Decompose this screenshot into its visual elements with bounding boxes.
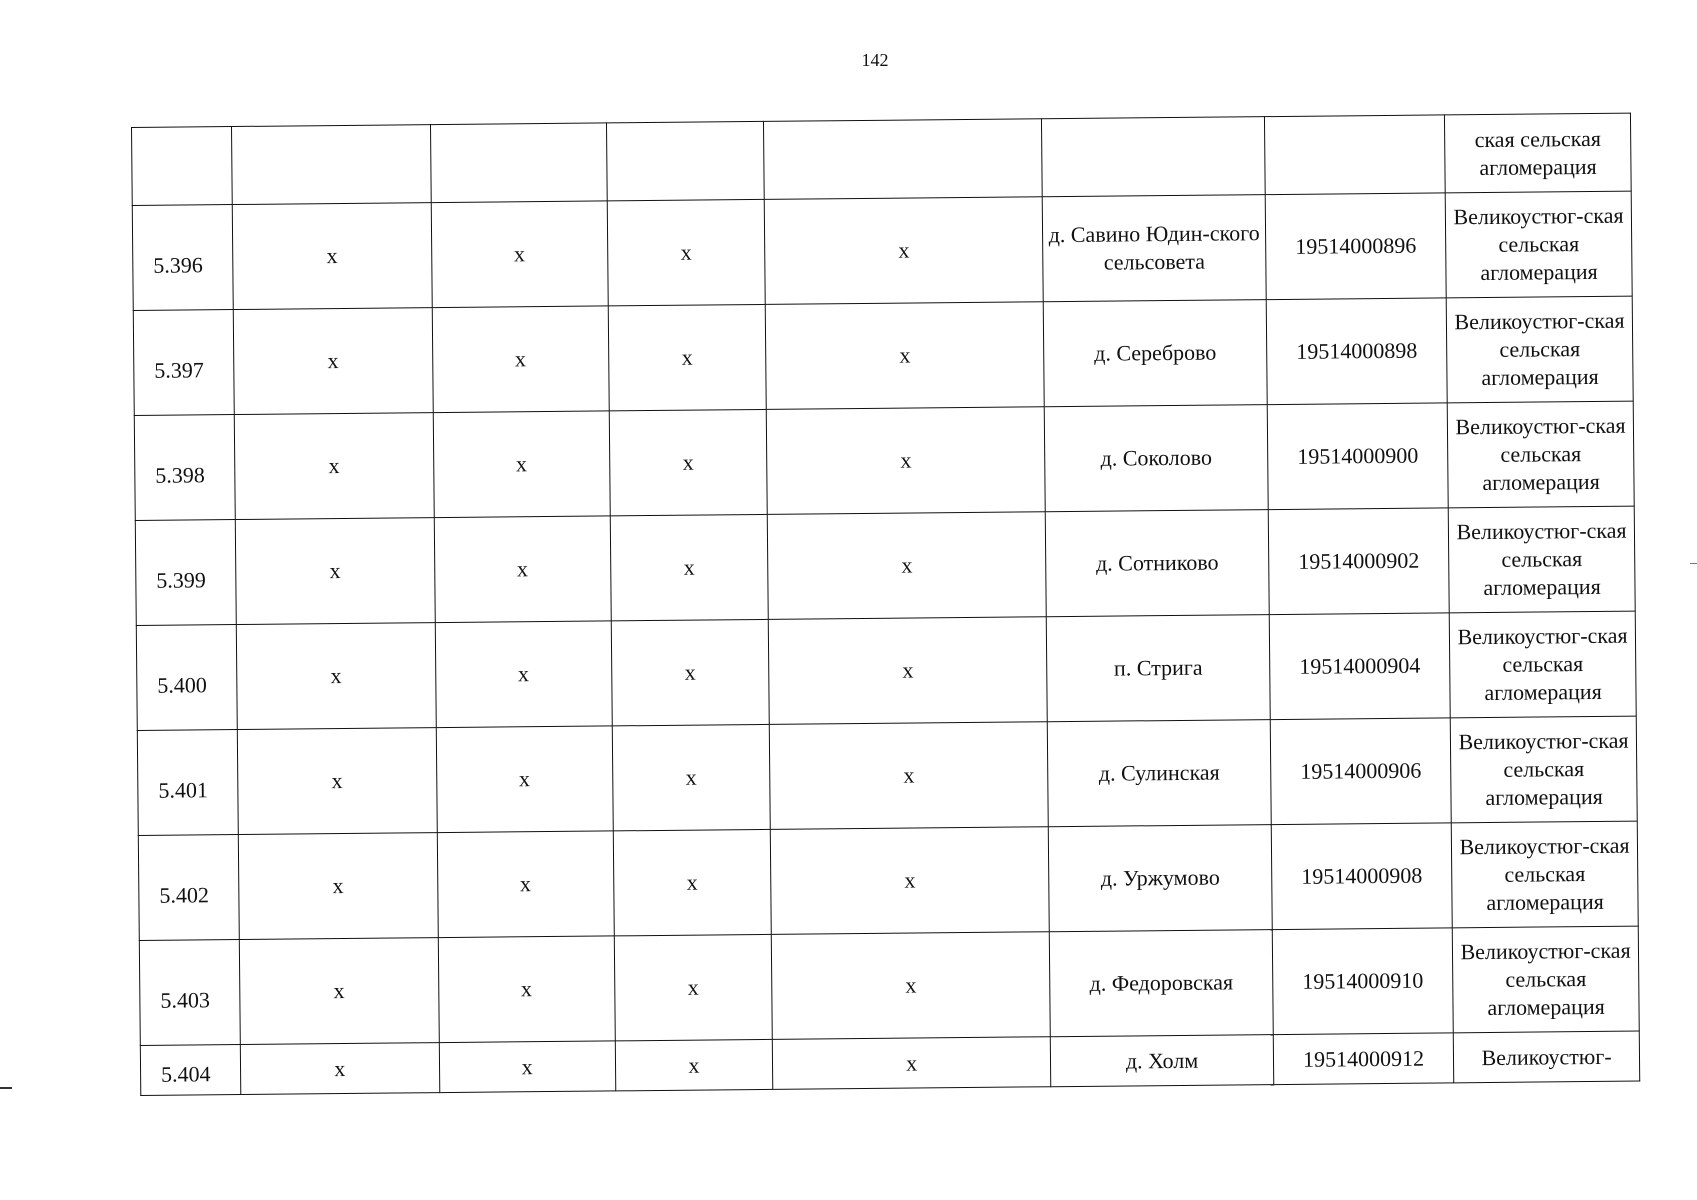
- cell-col1: х: [235, 518, 435, 625]
- cell-col3: х: [609, 409, 768, 516]
- cell-agglomeration: Великоустюг-ская сельская агломерация: [1450, 716, 1637, 823]
- cell-num: 5.401: [137, 730, 238, 836]
- cell-settlement: д. Холм: [1050, 1035, 1273, 1087]
- cell-code: 19514000908: [1271, 823, 1452, 930]
- settlements-table: [131, 113, 1640, 1096]
- cell-col3: х: [610, 514, 769, 621]
- cell-num: 5.396: [132, 205, 233, 311]
- cell-col1: х: [239, 938, 439, 1045]
- table-row: [132, 191, 1632, 310]
- cell-agglomeration: Великоустюг-ская сельская агломерация: [1448, 506, 1635, 613]
- cell-num: 5.398: [134, 415, 235, 521]
- cell-settlement: д. Сулинская: [1047, 720, 1271, 827]
- cell-code: 19514000902: [1268, 508, 1449, 615]
- cell-settlement: д. Соколово: [1044, 405, 1268, 512]
- cell-col2: х: [434, 516, 611, 623]
- cell-settlement: д. Уржумово: [1048, 825, 1272, 932]
- cell-agglomeration: Великоустюг-ская сельская агломерация: [1451, 821, 1638, 928]
- cell-agglomeration: Великоустюг-ская сельская агломерация: [1445, 191, 1632, 298]
- table-row-continuation: [132, 113, 1632, 205]
- table-row: [136, 611, 1636, 730]
- cell-settlement: д. Савино Юдин-ского сельсовета: [1042, 195, 1266, 302]
- cell-col1: х: [237, 728, 437, 835]
- cell-code: [1264, 115, 1445, 195]
- cell-col1: х: [234, 413, 434, 520]
- scan-edge-mark-right: [1690, 563, 1697, 564]
- cell-col1: х: [240, 1043, 439, 1095]
- cell-col2: х: [435, 621, 612, 728]
- cell-col2: х: [439, 1041, 615, 1093]
- cell-col2: х: [432, 306, 609, 413]
- cell-num: 5.403: [139, 939, 240, 1045]
- cell-col4: х: [765, 302, 1044, 410]
- cell-col2: х: [437, 831, 614, 938]
- table-row: [135, 506, 1635, 625]
- cell-col2: х: [433, 411, 610, 518]
- page-number: 142: [861, 50, 889, 70]
- cell-col4: х: [766, 407, 1045, 515]
- table-body: [132, 113, 1640, 1095]
- cell-code: 19514000904: [1269, 613, 1450, 720]
- cell-code: 19514000910: [1272, 928, 1453, 1035]
- cell-col3: х: [607, 199, 766, 306]
- cell-agglomeration: Великоустюг-ская сельская агломерация: [1446, 296, 1633, 403]
- cell-code: 19514000900: [1267, 403, 1448, 510]
- table-row: [134, 401, 1634, 520]
- cell-col4: х: [768, 617, 1047, 725]
- cell-agglomeration: ская сельская агломерация: [1445, 113, 1632, 193]
- cell-col1: х: [238, 833, 438, 940]
- cell-agglomeration: Великоустюг-ская сельская агломерация: [1447, 401, 1634, 508]
- document-table-wrapper: [131, 113, 1640, 1096]
- cell-col1: х: [236, 623, 436, 730]
- cell-code: 19514000898: [1266, 298, 1447, 405]
- scan-edge-mark: [0, 1087, 12, 1089]
- cell-col3: х: [611, 619, 770, 726]
- cell-settlement: д. Сотниково: [1045, 510, 1269, 617]
- cell-code: 19514000906: [1270, 718, 1451, 825]
- cell-agglomeration: Великоустюг-ская сельская агломерация: [1452, 926, 1639, 1033]
- table-row: [139, 926, 1639, 1045]
- cell-num: 5.402: [138, 835, 239, 941]
- cell-num: 5.400: [136, 625, 237, 731]
- cell-col3: х: [615, 1039, 773, 1091]
- cell-col4: х: [767, 512, 1046, 620]
- cell-col3: [606, 121, 764, 201]
- cell-agglomeration: Великоустюг-: [1453, 1031, 1639, 1083]
- cell-settlement: д. Федоровская: [1049, 930, 1273, 1037]
- cell-col2: х: [436, 726, 613, 833]
- cell-col1: [231, 125, 431, 205]
- cell-col4: х: [764, 197, 1043, 305]
- cell-col1: х: [232, 203, 432, 310]
- cell-settlement: п. Стрига: [1046, 615, 1270, 722]
- table-row: [137, 716, 1637, 835]
- cell-agglomeration: Великоустюг-ская сельская агломерация: [1449, 611, 1636, 718]
- cell-settlement: [1042, 117, 1265, 197]
- cell-code: 19514000896: [1265, 193, 1446, 300]
- cell-col4: х: [771, 932, 1050, 1040]
- cell-code: 19514000912: [1273, 1033, 1454, 1085]
- table-row: [133, 296, 1633, 415]
- table-row: [138, 821, 1638, 940]
- cell-col3: х: [613, 829, 772, 936]
- cell-num: 5.399: [135, 520, 236, 626]
- cell-col4: х: [769, 722, 1048, 830]
- cell-col3: х: [612, 724, 771, 831]
- cell-col4: х: [772, 1037, 1051, 1090]
- cell-num: [132, 127, 233, 206]
- cell-col1: х: [233, 308, 433, 415]
- cell-num: 5.404: [140, 1044, 240, 1095]
- cell-col4: х: [770, 827, 1049, 935]
- cell-col4: [764, 119, 1043, 200]
- cell-col2: [430, 123, 607, 203]
- cell-num: 5.397: [133, 310, 234, 416]
- cell-col2: х: [431, 201, 608, 308]
- cell-col3: х: [608, 304, 767, 411]
- cell-col2: х: [438, 936, 615, 1043]
- cell-settlement: д. Сереброво: [1043, 300, 1267, 407]
- cell-col3: х: [614, 934, 773, 1041]
